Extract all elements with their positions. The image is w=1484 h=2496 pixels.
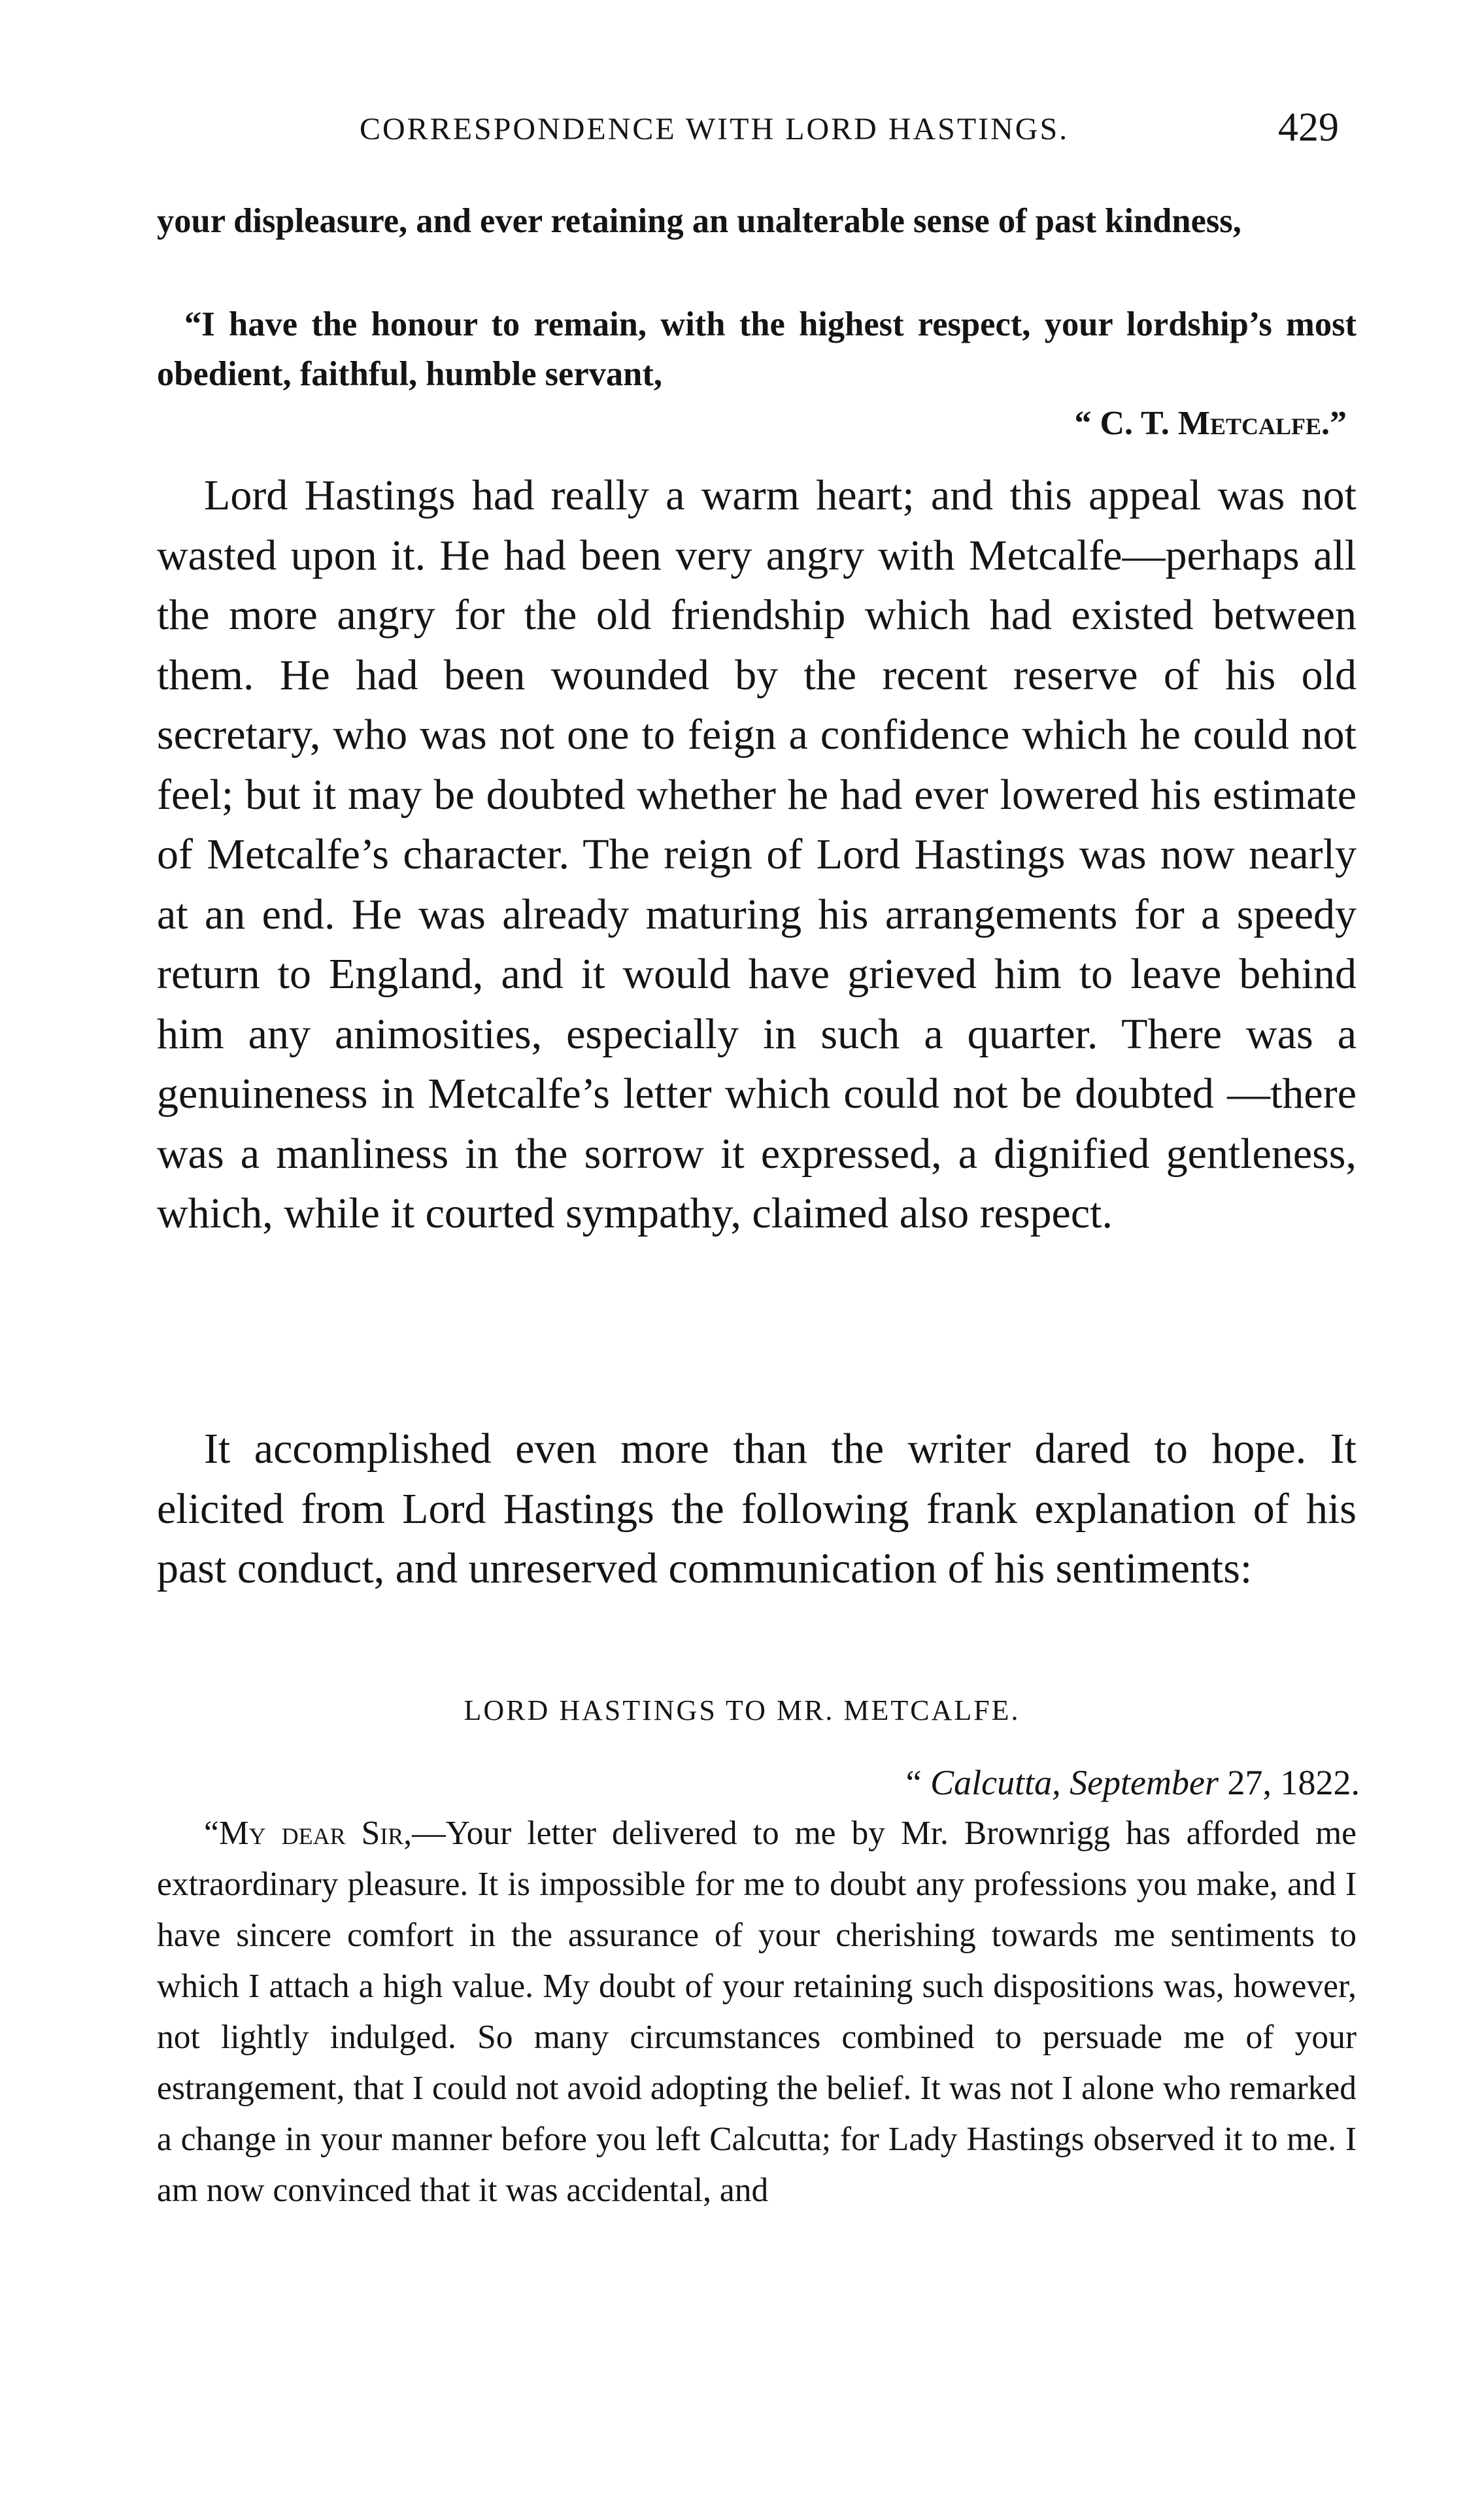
- signature-name: Metcalfe.”: [1177, 405, 1347, 442]
- letter-closing-text: your displeasure, and ever retaining an unalterable sense of past kindness,: [157, 202, 1241, 240]
- date-quote: “: [905, 1763, 931, 1802]
- letter-salutation: My dear Sir,: [218, 1815, 413, 1852]
- date-day-year: 27, 1822.: [1219, 1763, 1360, 1802]
- signature-initials: “ C. T.: [1074, 405, 1178, 442]
- letter-signature: [1074, 404, 1347, 443]
- letter-heading: LORD HASTINGS TO MR. METCALFE.: [464, 1694, 1020, 1726]
- narrative-paragraph: It accomplished even more than the writer dared to hope. It elicited from Lord Hastings the following frank explanation of his past conduct, and unreserved communication of his sentiments:: [157, 1425, 1357, 1592]
- date-place: Calcutta, September: [930, 1763, 1219, 1802]
- salutation-quote: “: [204, 1815, 219, 1852]
- letter-body-text: —Your letter delivered to me by Mr. Brownrigg has afforded me extraordinary pleasure. It is impossible for me to doubt any professions you make, and I have sincere comfort in the assurance of your cherishing towards me sentiments to which I attach a high value. My doubt of your retaining such dispositions was, however, not lightly indulged. So many circumstances combined to persuade me of your estrangement, that I could not avoid adopting the belief. It was not I alone who remarked a change in your manner before you left Calcutta; for Lady Hastings observed it to me. I am now convinced that it was accidental, and: [157, 1815, 1357, 2209]
- letter-body: [157, 1808, 1357, 2216]
- letter-sign-off: “I have the honour to remain, with the highest respect, your lordship’s most obedient, faithful, humble servant,: [157, 305, 1357, 393]
- letter-date: [906, 1762, 1360, 1803]
- page-number: 429: [1278, 105, 1339, 150]
- running-head: CORRESPONDENCE WITH LORD HASTINGS.: [360, 112, 1070, 146]
- narrative-paragraph: Lord Hastings had really a warm heart; and this appeal was not wasted upon it. He had been very angry with Metcalfe—perhaps all the more angry for the old friendship which had existed between them. He had been wounded by the recent reserve of his old secretary, who was not one to feign a confidence which he could not feel; but it may be doubted whether he had ever lowered his estimate of Metcalfe’s character. The reign of Lord Hastings was now nearly at an end. He was already maturing his arrangements for a speedy return to England, and it would have grieved him to leave behind him any animosities, especially in such a quarter. There was a genuineness in Metcalfe’s letter which could not be doubted —there was a manliness in the sorrow it expressed, a dignified gentleness, which, while it courted sympathy, claimed also respect.: [157, 471, 1357, 1237]
